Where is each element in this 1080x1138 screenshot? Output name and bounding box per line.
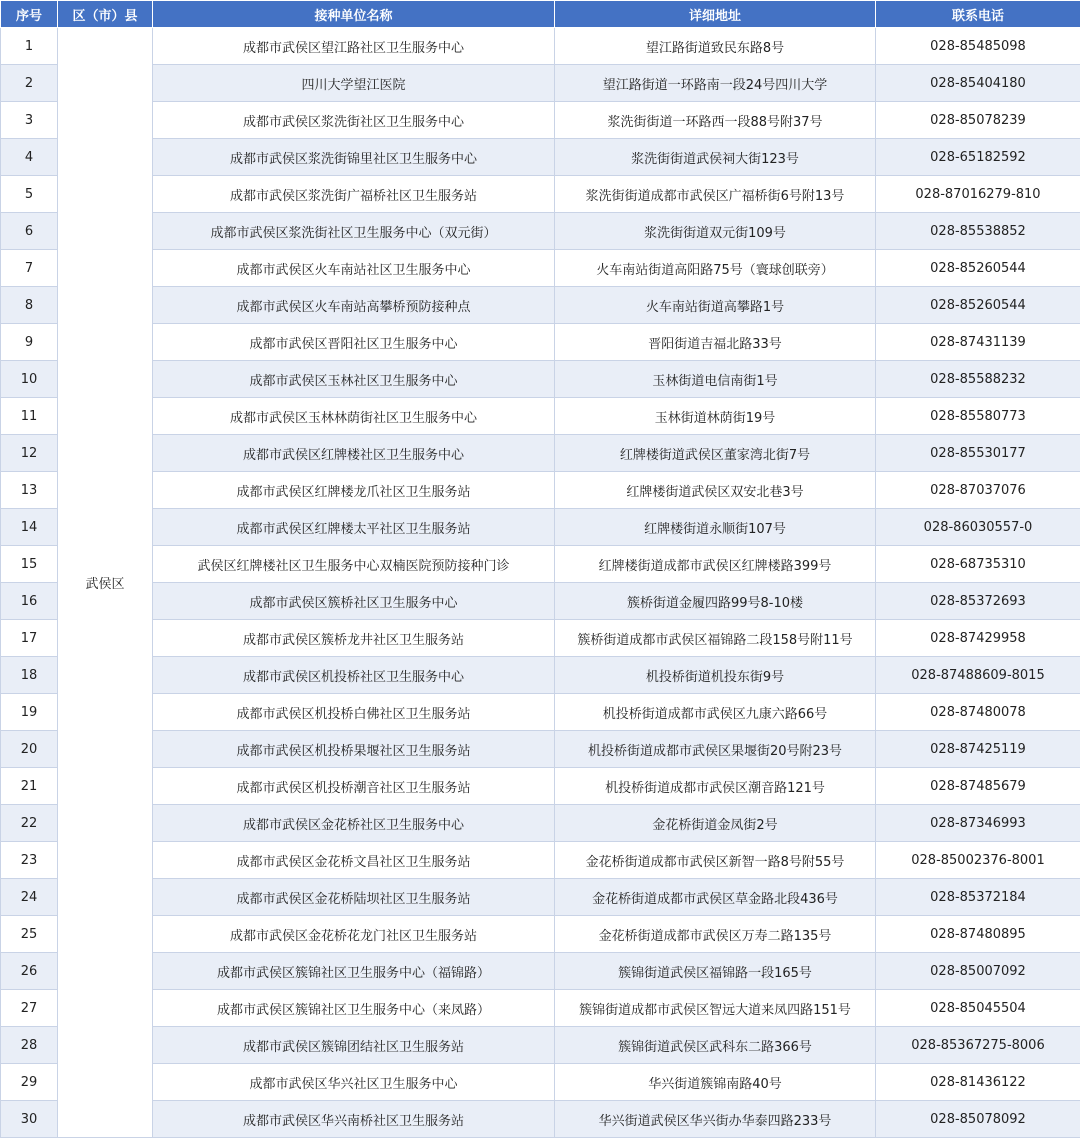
table-row: [1, 583, 1080, 620]
cell-name: 成都市武侯区金花桥陆坝社区卫生服务站: [153, 879, 555, 916]
cell-name: 成都市武侯区簇锦团结社区卫生服务站: [153, 1027, 555, 1064]
table-row: [1, 139, 1080, 176]
cell-name: 成都市武侯区浆洗街广福桥社区卫生服务站: [153, 176, 555, 213]
cell-index: 7: [1, 250, 58, 287]
cell-index: 21: [1, 768, 58, 805]
cell-phone: 028-85580773: [876, 398, 1080, 435]
cell-address: 浆洗街街道双元街109号: [555, 213, 876, 250]
header-index: 序号: [1, 1, 58, 28]
table-row: [1, 324, 1080, 361]
cell-index: 28: [1, 1027, 58, 1064]
cell-index: 30: [1, 1101, 58, 1138]
cell-address: 浆洗街街道成都市武侯区广福桥街6号附13号: [555, 176, 876, 213]
cell-name: 成都市武侯区红牌楼社区卫生服务中心: [153, 435, 555, 472]
cell-index: 15: [1, 546, 58, 583]
table-row: [1, 398, 1080, 435]
cell-index: 3: [1, 102, 58, 139]
cell-phone: 028-81436122: [876, 1064, 1080, 1101]
cell-index: 20: [1, 731, 58, 768]
cell-address: 簇锦街道成都市武侯区智远大道来凤四路151号: [555, 990, 876, 1027]
header-district: 区（市）县: [58, 1, 153, 28]
cell-index: 23: [1, 842, 58, 879]
table-row: [1, 879, 1080, 916]
cell-index: 8: [1, 287, 58, 324]
cell-phone: 028-87488609-8015: [876, 657, 1080, 694]
cell-index: 14: [1, 509, 58, 546]
cell-district: 武侯区: [58, 28, 153, 1138]
cell-name: 成都市武侯区浆洗街锦里社区卫生服务中心: [153, 139, 555, 176]
cell-index: 16: [1, 583, 58, 620]
cell-address: 玉林街道林荫街19号: [555, 398, 876, 435]
table-row: [1, 916, 1080, 953]
table-row: [1, 694, 1080, 731]
cell-address: 红牌楼街道武侯区董家湾北街7号: [555, 435, 876, 472]
cell-name: 成都市武侯区簇桥龙井社区卫生服务站: [153, 620, 555, 657]
table-row: [1, 546, 1080, 583]
cell-address: 金花桥街道成都市武侯区新智一路8号附55号: [555, 842, 876, 879]
table-row: [1, 176, 1080, 213]
cell-index: 29: [1, 1064, 58, 1101]
cell-address: 红牌楼街道武侯区双安北巷3号: [555, 472, 876, 509]
cell-address: 红牌楼街道永顺街107号: [555, 509, 876, 546]
table-row: [1, 990, 1080, 1027]
cell-phone: 028-85045504: [876, 990, 1080, 1027]
table-row: [1, 65, 1080, 102]
cell-index: 26: [1, 953, 58, 990]
cell-index: 13: [1, 472, 58, 509]
cell-phone: 028-87037076: [876, 472, 1080, 509]
table-row: [1, 213, 1080, 250]
cell-address: 浆洗街街道武侯祠大街123号: [555, 139, 876, 176]
cell-phone: 028-85078239: [876, 102, 1080, 139]
cell-address: 红牌楼街道成都市武侯区红牌楼路399号: [555, 546, 876, 583]
cell-index: 18: [1, 657, 58, 694]
table-row: [1, 509, 1080, 546]
cell-phone: 028-87480078: [876, 694, 1080, 731]
table-row: [1, 250, 1080, 287]
table-row: [1, 102, 1080, 139]
cell-address: 华兴街道簇锦南路40号: [555, 1064, 876, 1101]
header-address: 详细地址: [555, 1, 876, 28]
cell-index: 22: [1, 805, 58, 842]
header-name: 接种单位名称: [153, 1, 555, 28]
cell-address: 火车南站街道高阳路75号（寰球创联旁）: [555, 250, 876, 287]
cell-index: 2: [1, 65, 58, 102]
cell-phone: 028-87431139: [876, 324, 1080, 361]
cell-address: 簇桥街道金履四路99号8-10楼: [555, 583, 876, 620]
cell-name: 成都市武侯区金花桥社区卫生服务中心: [153, 805, 555, 842]
cell-phone: 028-68735310: [876, 546, 1080, 583]
cell-name: 成都市武侯区红牌楼太平社区卫生服务站: [153, 509, 555, 546]
cell-phone: 028-85367275-8006: [876, 1027, 1080, 1064]
cell-index: 1: [1, 28, 58, 65]
cell-name: 成都市武侯区火车南站社区卫生服务中心: [153, 250, 555, 287]
cell-address: 机投桥街道机投东街9号: [555, 657, 876, 694]
table-row: [1, 842, 1080, 879]
cell-phone: 028-85538852: [876, 213, 1080, 250]
cell-address: 簇锦街道武侯区福锦路一段165号: [555, 953, 876, 990]
cell-phone: 028-85404180: [876, 65, 1080, 102]
cell-name: 成都市武侯区浆洗街社区卫生服务中心（双元街）: [153, 213, 555, 250]
cell-phone: 028-85372184: [876, 879, 1080, 916]
cell-index: 25: [1, 916, 58, 953]
cell-name: 成都市武侯区红牌楼龙爪社区卫生服务站: [153, 472, 555, 509]
cell-address: 望江路街道致民东路8号: [555, 28, 876, 65]
cell-address: 簇桥街道成都市武侯区福锦路二段158号附11号: [555, 620, 876, 657]
table-row: [1, 731, 1080, 768]
table-row: [1, 768, 1080, 805]
cell-address: 机投桥街道成都市武侯区果堰街20号附23号: [555, 731, 876, 768]
table-row: [1, 472, 1080, 509]
table-row: [1, 953, 1080, 990]
cell-index: 11: [1, 398, 58, 435]
table-body: [1, 28, 1080, 1138]
cell-phone: 028-87425119: [876, 731, 1080, 768]
cell-index: 27: [1, 990, 58, 1027]
table-row: [1, 1064, 1080, 1101]
cell-address: 机投桥街道成都市武侯区潮音路121号: [555, 768, 876, 805]
cell-name: 成都市武侯区火车南站高攀桥预防接种点: [153, 287, 555, 324]
cell-index: 17: [1, 620, 58, 657]
cell-name: 成都市武侯区金花桥花龙门社区卫生服务站: [153, 916, 555, 953]
cell-phone: 028-87480895: [876, 916, 1080, 953]
header-phone: 联系电话: [876, 1, 1080, 28]
cell-name: 成都市武侯区机投桥潮音社区卫生服务站: [153, 768, 555, 805]
cell-phone: 028-85260544: [876, 287, 1080, 324]
cell-address: 玉林街道电信南街1号: [555, 361, 876, 398]
cell-name: 成都市武侯区玉林林荫街社区卫生服务中心: [153, 398, 555, 435]
cell-phone: 028-85588232: [876, 361, 1080, 398]
table-row: [1, 1027, 1080, 1064]
cell-phone: 028-87429958: [876, 620, 1080, 657]
table-row: [1, 361, 1080, 398]
table-header-row: [1, 1, 1080, 28]
cell-phone: 028-85485098: [876, 28, 1080, 65]
cell-address: 金花桥街道金凤街2号: [555, 805, 876, 842]
cell-address: 金花桥街道成都市武侯区草金路北段436号: [555, 879, 876, 916]
cell-phone: 028-85260544: [876, 250, 1080, 287]
cell-address: 望江路街道一环路南一段24号四川大学: [555, 65, 876, 102]
cell-name: 成都市武侯区浆洗街社区卫生服务中心: [153, 102, 555, 139]
table-row: [1, 620, 1080, 657]
cell-index: 24: [1, 879, 58, 916]
cell-name: 成都市武侯区望江路社区卫生服务中心: [153, 28, 555, 65]
cell-phone: 028-85372693: [876, 583, 1080, 620]
cell-address: 晋阳街道吉福北路33号: [555, 324, 876, 361]
cell-index: 6: [1, 213, 58, 250]
cell-name: 成都市武侯区金花桥文昌社区卫生服务站: [153, 842, 555, 879]
cell-index: 9: [1, 324, 58, 361]
table-row: [1, 28, 1080, 65]
table-row: [1, 287, 1080, 324]
cell-phone: 028-87016279-810: [876, 176, 1080, 213]
cell-name: 成都市武侯区簇桥社区卫生服务中心: [153, 583, 555, 620]
cell-address: 金花桥街道成都市武侯区万寿二路135号: [555, 916, 876, 953]
cell-name: 成都市武侯区晋阳社区卫生服务中心: [153, 324, 555, 361]
cell-phone: 028-85078092: [876, 1101, 1080, 1138]
cell-address: 簇锦街道武侯区武科东二路366号: [555, 1027, 876, 1064]
cell-name: 武侯区红牌楼社区卫生服务中心双楠医院预防接种门诊: [153, 546, 555, 583]
cell-name: 成都市武侯区簇锦社区卫生服务中心（福锦路）: [153, 953, 555, 990]
cell-name: 成都市武侯区华兴南桥社区卫生服务站: [153, 1101, 555, 1138]
cell-name: 成都市武侯区簇锦社区卫生服务中心（来凤路）: [153, 990, 555, 1027]
table-row: [1, 657, 1080, 694]
cell-index: 4: [1, 139, 58, 176]
cell-address: 浆洗街街道一环路西一段88号附37号: [555, 102, 876, 139]
cell-address: 华兴街道武侯区华兴街办华泰四路233号: [555, 1101, 876, 1138]
table-row: [1, 435, 1080, 472]
cell-index: 12: [1, 435, 58, 472]
cell-name: 成都市武侯区机投桥白佛社区卫生服务站: [153, 694, 555, 731]
cell-index: 19: [1, 694, 58, 731]
cell-address: 火车南站街道高攀路1号: [555, 287, 876, 324]
cell-phone: 028-85007092: [876, 953, 1080, 990]
cell-phone: 028-86030557-0: [876, 509, 1080, 546]
cell-phone: 028-65182592: [876, 139, 1080, 176]
cell-address: 机投桥街道成都市武侯区九康六路66号: [555, 694, 876, 731]
cell-name: 成都市武侯区华兴社区卫生服务中心: [153, 1064, 555, 1101]
cell-index: 10: [1, 361, 58, 398]
table-row: [1, 805, 1080, 842]
cell-phone: 028-87485679: [876, 768, 1080, 805]
cell-phone: 028-87346993: [876, 805, 1080, 842]
cell-name: 四川大学望江医院: [153, 65, 555, 102]
cell-phone: 028-85002376-8001: [876, 842, 1080, 879]
cell-name: 成都市武侯区机投桥社区卫生服务中心: [153, 657, 555, 694]
cell-name: 成都市武侯区机投桥果堰社区卫生服务站: [153, 731, 555, 768]
cell-phone: 028-85530177: [876, 435, 1080, 472]
cell-name: 成都市武侯区玉林社区卫生服务中心: [153, 361, 555, 398]
cell-index: 5: [1, 176, 58, 213]
